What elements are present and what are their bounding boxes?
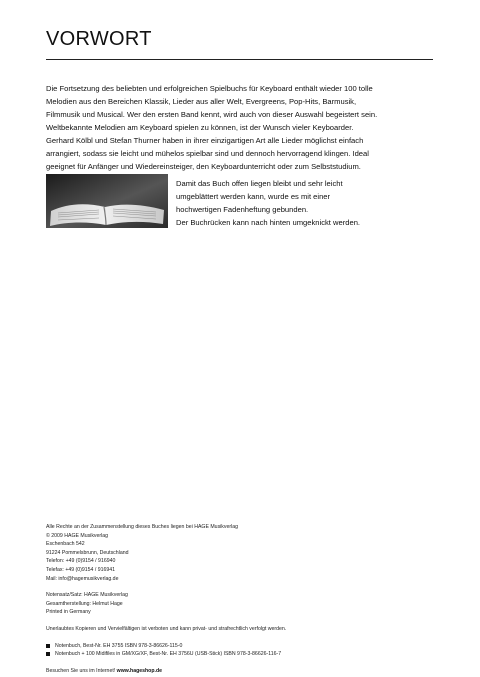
- open-book-image: [46, 174, 168, 228]
- copyright-line: © 2009 HAGE Musikverlag: [46, 532, 109, 539]
- production-credit: Gesamtherstellung: Helmut Hage: [46, 600, 123, 607]
- address-city: 91224 Pommelsbrunn, Deutschland: [46, 549, 129, 556]
- website-link[interactable]: www.hageshop.de: [116, 667, 163, 674]
- page-title: VORWORT: [46, 28, 152, 50]
- notation-credit: Notensatz/Satz: HAGE Musikverlag: [46, 592, 128, 599]
- internet-prefix: Besuchen Sie uns im Internet!: [46, 667, 116, 674]
- product-item: [46, 650, 446, 659]
- internet-line: [46, 667, 446, 676]
- copy-warning-block: [46, 625, 446, 634]
- title-divider: [46, 59, 433, 60]
- product-text: Notenbuch, Best-Nr. EH 3755 ISBN 978-3-86626-115-0: [55, 642, 183, 649]
- fax-line: Telefax: +49 (0)9154 / 916941: [46, 566, 116, 573]
- product-text: Notenbuch + 100 Midifiles in GM/XG/XF, Best-Nr. EH 3756U (USB-Stick) ISBN 978-3-86626-116-7: [55, 651, 282, 658]
- rights-line: Alle Rechte an der Zusammenstellung dieses Buches liegen bei HAGE Musikverlag: [46, 524, 239, 530]
- product-list: [46, 642, 446, 659]
- address-street: Eschenbach 542: [46, 541, 85, 548]
- mail-line: Mail: info@hagemusikverlag.de: [46, 575, 119, 582]
- copy-warning: Unerlaubtes Kopieren und Vervielfältigen ist verboten und kann privat- und strafrechtlich verfolgt werden.: [46, 625, 287, 632]
- intro-paragraph: Die Fortsetzung des beliebten und erfolgreichen Spielbuchs für Keyboard enthält wieder 100 tolle Melodien aus den Bereichen Klassik, Lieder aus aller Welt, Evergreens, Pop-Hits, Barmusik, Filmmusik und Musical. Wer den ersten Band kennt, wird auch von dieser Auswahl begeistert sein. Weltbekannte Melodien am Keyboard spielen zu können, ist der Wunsch vieler Keyboarder. Gerhard Kölbl und Stefan Thurner haben in ihrer einzigartigen Art alle Lieder möglichst einfach arrangiert, sodass sie leicht und mühelos spielbar sind und dennoch hervorragend klingen. Ideal geeignet für Anfänger und Wiedereinsteiger, den Keyboardunterricht oder zum Selbststudium.: [46, 84, 378, 171]
- product-item: [46, 642, 446, 651]
- production-info: [46, 591, 446, 617]
- binding-note: Damit das Buch offen liegen bleibt und sehr leicht umgeblättert werden kann, wurde es mit einer hochwertigen Fadenheftung gebunden. Der Buchrücken kann nach hinten umgeknickt werden.: [176, 179, 361, 227]
- printed-in: Printed in Germany: [46, 609, 91, 616]
- square-bullet-icon: [46, 652, 50, 656]
- square-bullet-icon: [46, 644, 50, 648]
- imprint-section: [46, 523, 446, 675]
- publisher-info: [46, 523, 446, 583]
- telephone-line: Telefon: +49 (0)9154 / 916940: [46, 558, 116, 565]
